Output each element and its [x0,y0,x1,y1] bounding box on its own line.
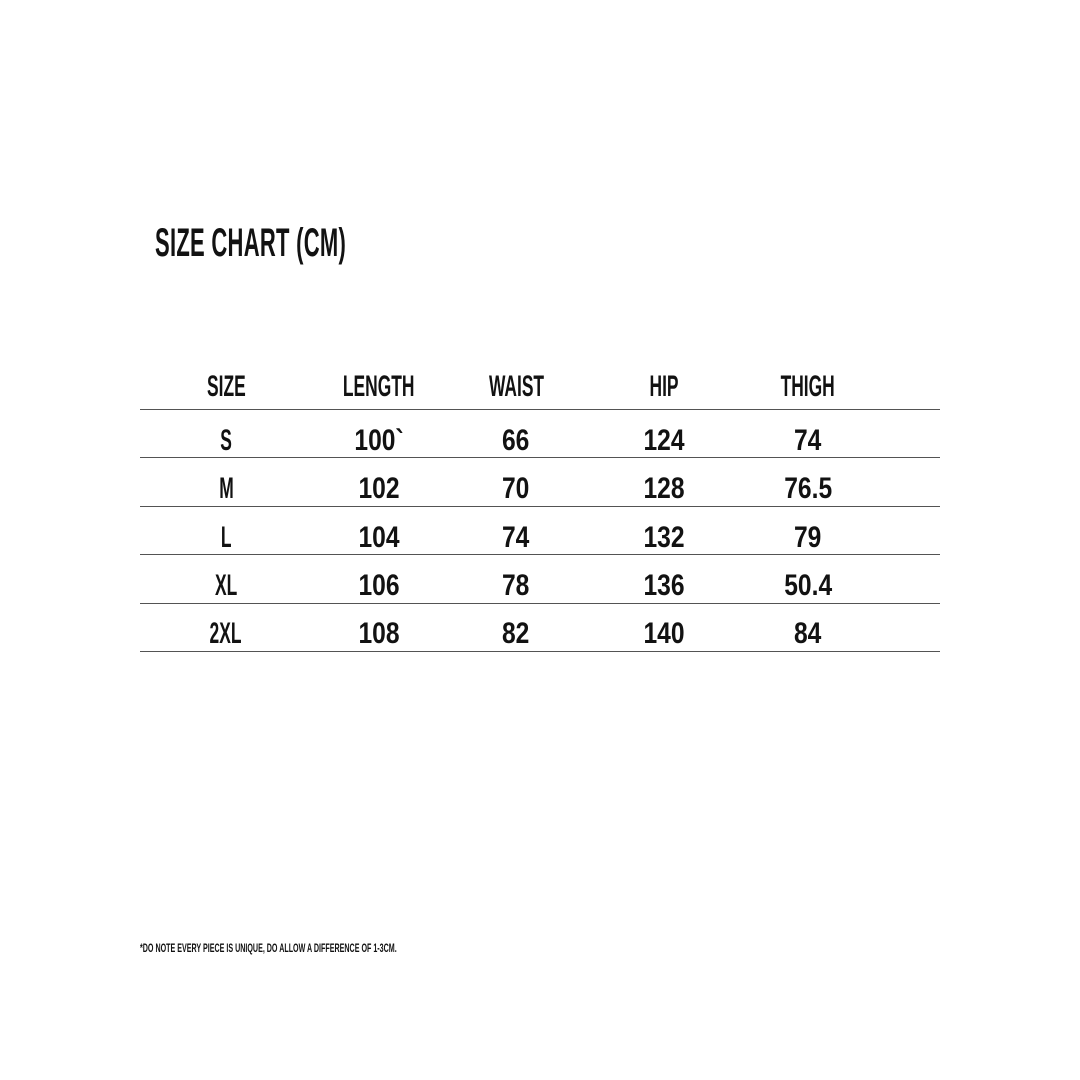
cell-length [312,424,446,458]
cell-thigh [742,521,874,555]
column-header-length-label: LENGTH [343,370,415,404]
footnote-text: *DO NOTE EVERY PIECE IS UNIQUE, DO ALLOW A DIFFERENCE OF 1-3CM. [140,943,397,955]
table-row-xl [140,555,940,603]
cell-length [312,521,446,555]
thigh-value: 50.4 [784,568,832,602]
table-row-2xl [140,604,940,652]
length-value: 106 [358,568,400,602]
size-value: XL [214,568,238,602]
cell-length [312,617,446,651]
column-header-waist-label: WAIST [488,370,544,404]
cell-thigh [742,472,874,506]
cell-hip [586,521,742,555]
table-row-l [140,507,940,555]
cell-hip [586,472,742,506]
column-header-thigh [742,370,874,404]
cell-thigh [742,569,874,603]
column-header-thigh-label: THIGH [780,370,836,404]
size-value: 2XL [210,617,242,651]
hip-value: 140 [643,617,685,651]
waist-value: 74 [502,520,530,554]
page-title-text: SIZE CHART (CM) [155,221,347,265]
table-row-m [140,458,940,506]
cell-waist [446,617,586,651]
cell-size [140,569,312,603]
length-value: 100` [354,423,404,457]
cell-hip [586,424,742,458]
hip-value: 124 [643,423,685,457]
hip-value: 132 [643,520,685,554]
cell-length [312,569,446,603]
cell-waist [446,569,586,603]
cell-waist [446,472,586,506]
thigh-value: 76.5 [784,472,832,506]
cell-waist [446,521,586,555]
table-row-s [140,410,940,458]
waist-value: 70 [502,472,530,506]
waist-value: 82 [502,617,530,651]
cell-hip [586,617,742,651]
column-header-length [312,370,446,404]
cell-waist [446,424,586,458]
column-header-hip [586,370,742,404]
cell-thigh [742,617,874,651]
cell-hip [586,569,742,603]
size-table [140,360,940,652]
column-header-size-label: SIZE [206,370,246,404]
length-value: 104 [358,520,400,554]
length-value: 108 [358,617,400,651]
cell-thigh [742,424,874,458]
waist-value: 78 [502,568,530,602]
table-header-row [140,360,940,410]
size-value: L [220,520,232,554]
thigh-value: 74 [794,423,822,457]
thigh-value: 84 [794,617,822,651]
cell-length [312,472,446,506]
hip-value: 128 [643,472,685,506]
cell-size [140,521,312,555]
page-title [155,221,502,265]
cell-size [140,472,312,506]
column-header-size [140,370,312,404]
thigh-value: 79 [794,520,822,554]
cell-size [140,617,312,651]
footnote [140,943,554,955]
length-value: 102 [358,472,400,506]
column-header-waist [446,370,586,404]
hip-value: 136 [643,568,685,602]
size-value: S [220,423,232,457]
cell-size [140,424,312,458]
column-header-hip-label: HIP [649,370,679,404]
size-value: M [218,472,234,506]
waist-value: 66 [502,423,530,457]
